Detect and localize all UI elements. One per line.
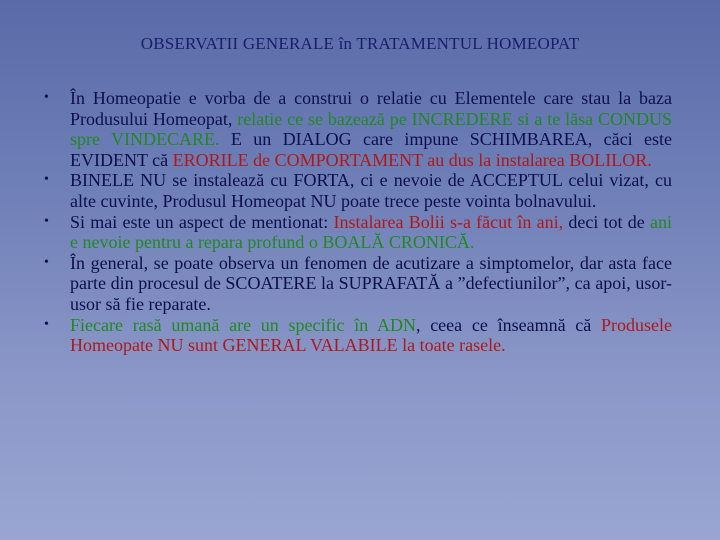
bullet-text-segment: relatie ce se bazează pe INCREDERE si a te lăsa CONDUS spre VINDECARE. <box>70 108 673 150</box>
bullet-item <box>44 212 672 253</box>
bullet-item <box>44 315 672 356</box>
bullet-text-segment: deci tot de <box>563 211 650 232</box>
bullet-text-segment: ERORILE de COMPORTAMENT au dus la instalarea BOLILOR. <box>172 149 652 170</box>
bullet-item <box>44 88 672 170</box>
bullet-text-segment: În Homeopatie e vorba de a construi o relatie cu Elementele care stau la baza Produsului Homeopat, <box>70 88 672 129</box>
bullet-text-segment: Si mai este un aspect de mentionat: <box>70 211 334 232</box>
bullet-dot-icon: • <box>44 316 49 332</box>
bullet-list <box>44 88 672 356</box>
bullet-dot-icon: • <box>44 90 49 105</box>
slide-title: OBSERVATII GENERALE în TRATAMENTUL HOMEOPAT <box>140 34 580 53</box>
bullet-text-segment: , ceea ce înseamnă că <box>415 314 601 335</box>
bullet-text-segment: E un DIALOG care impune SCHIMBAREA, căci este EVIDENT că <box>70 129 673 170</box>
bullet-text-segment: ani e nevoie pentru a repara profund o BOALĂ CRONICĂ. <box>70 211 672 253</box>
bullet-dot-icon: • <box>44 172 49 188</box>
bullet-dot-icon: • <box>44 254 49 270</box>
bullet-text-segment: În general, se poate observa un fenomen de acutizare a simptomelor, dar asta face parte din procesul de SCOATERE la SUPRAFATĂ a ”defectiunilor”, ca apoi, usor-usor să fie reparate. <box>70 252 672 314</box>
bullet-text-segment: BINELE NU se instalează cu FORTA, ci e nevoie de ACCEPTUL celui vizat, cu alte cuvinte, Produsul Homeopat NU poate trece peste vointa bolnavului. <box>70 170 672 211</box>
bullet-text-segment: Instalarea Bolii s-a făcut în ani, <box>333 211 564 232</box>
bullet-text-segment: Produsele Homeopate NU sunt GENERAL VALABILE la toate rasele. <box>70 314 672 356</box>
bullet-dot-icon: • <box>44 213 49 229</box>
bullet-text-segment: Fiecare rasă umană are un specific în ADN <box>70 314 416 335</box>
bullet-item <box>44 170 672 211</box>
bullet-item <box>44 253 672 315</box>
